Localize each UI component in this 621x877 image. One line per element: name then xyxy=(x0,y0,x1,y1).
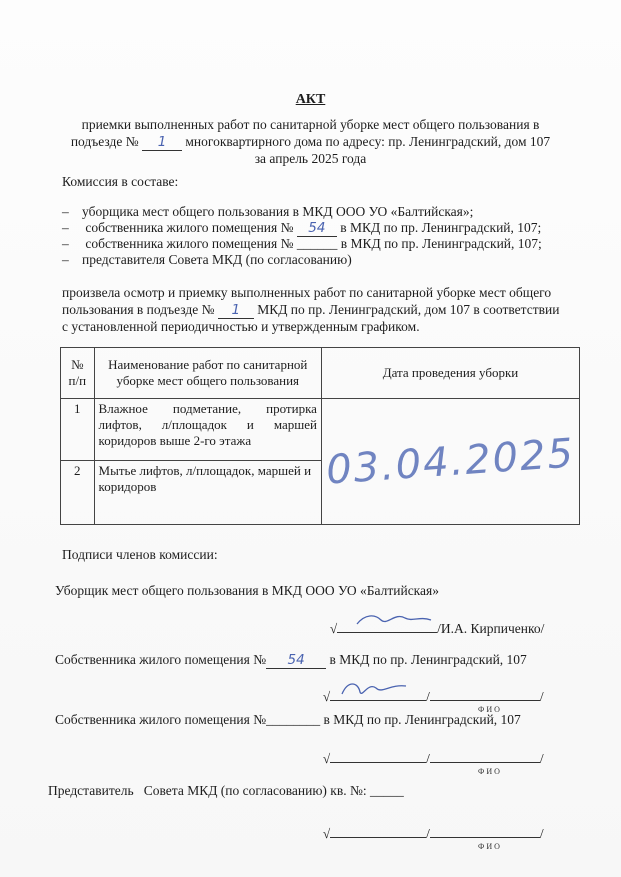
cleaner-signature-scribble xyxy=(355,610,435,632)
header-work-name: Наименование работ по санитарной уборке мест общего пользования xyxy=(94,348,321,399)
table-row: 2 Мытье лифтов, л/площадок, маршей и коридоров xyxy=(61,461,580,525)
header-line-2-prefix: подъезде № xyxy=(70,134,139,149)
owner-2-line: Собственника жилого помещения №________ в МКД по пр. Ленинградский, 107 xyxy=(55,712,521,727)
handwritten-owner-apartment: 54 xyxy=(266,652,326,669)
header-line-2-suffix: многоквартирного дома по адресу: пр. Ленинградский, дом 107 xyxy=(185,134,551,149)
header-num: № п/п xyxy=(61,348,95,399)
handwritten-entrance-number-2: 1 xyxy=(218,302,254,319)
member-owner-2: – собственника жилого помещения № ______ в МКД по пр. Ленинградский, 107; xyxy=(62,236,542,252)
member-council-rep: – представителя Совета МКД (по согласованию) xyxy=(62,252,542,268)
table-row: 1 Влажное подметание, протирка лифтов, л/площадок и маршей коридоров выше 2-го этажа 03.04.2025 xyxy=(61,399,580,461)
signatures-label: Подписи членов комиссии: xyxy=(62,547,218,562)
header-line-2 xyxy=(0,134,621,151)
handwritten-entrance-number: 1 xyxy=(142,134,182,151)
cleaner-line: Уборщик мест общего пользования в МКД ООО УО «Балтийская» xyxy=(55,583,439,598)
member-cleaner: – уборщика мест общего пользования в МКД ООО УО «Балтийская»; xyxy=(62,204,542,220)
table-header-row xyxy=(61,348,580,399)
fio-label-1: ФИО xyxy=(478,705,502,714)
owner-1-signature-row: √ / / xyxy=(323,686,544,705)
commission-label: Комиссия в составе: xyxy=(62,174,179,189)
handwritten-apartment-number: 54 xyxy=(297,220,337,237)
cleaner-signature-row: √ /И.А. Кирпиченко/ xyxy=(330,618,544,637)
header-line-1: приемки выполненных работ по санитарной уборке мест общего пользования в xyxy=(81,117,540,132)
fio-label-2: ФИО xyxy=(478,767,502,776)
handwritten-date: 03.04.2025 xyxy=(324,429,577,494)
rep-signature-row: √ / / xyxy=(323,823,544,842)
owner-signature-scribble xyxy=(340,678,410,700)
header-date: Дата проведения уборки xyxy=(321,348,579,399)
date-cell xyxy=(321,399,579,525)
owner-1-line: Собственника жилого помещения № 54 в МКД по пр. Ленинградский, 107 xyxy=(55,652,527,668)
owner-2-signature-row: √ / / xyxy=(323,748,544,767)
cleaner-name: /И.А. Кирпиченко/ xyxy=(437,621,545,636)
paragraph-line-1: произвела осмотр и приемку выполненных работ по санитарной уборке мест общего xyxy=(62,285,552,300)
council-rep-line: Представитель Совета МКД (по согласованию) кв. №: _____ xyxy=(48,783,404,798)
member-owner-1: – собственника жилого помещения № 54 в МКД по пр. Ленинградский, 107; xyxy=(62,220,542,236)
works-table xyxy=(60,347,580,525)
fio-label-3: ФИО xyxy=(478,842,502,851)
commission-members-list xyxy=(62,204,542,268)
paragraph-line-3: с установленной периодичностью и утвержденным графиком. xyxy=(62,319,420,334)
document-title: АКТ xyxy=(295,92,326,107)
header-line-3: за апрель 2025 года xyxy=(254,151,367,166)
paragraph-line-2: пользования в подъезде № 1 МКД по пр. Ленинградский, дом 107 в соответствии xyxy=(62,302,560,318)
